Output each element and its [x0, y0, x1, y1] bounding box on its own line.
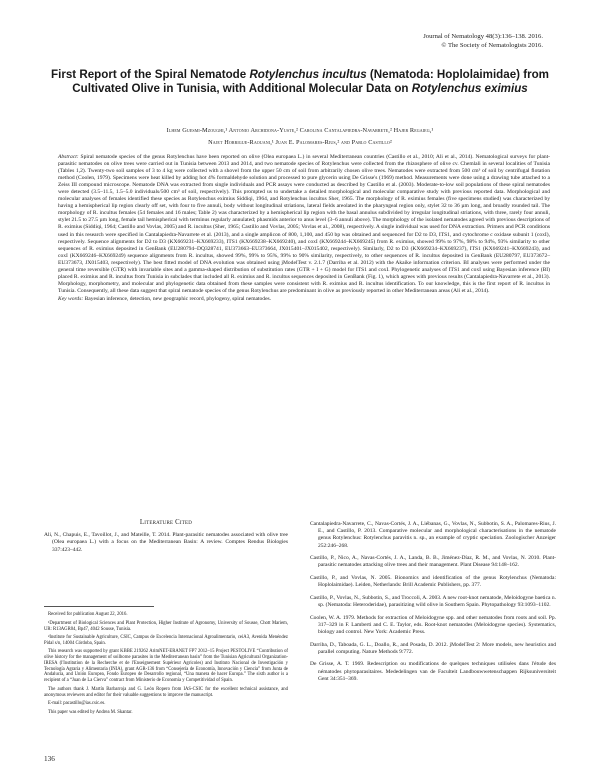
- abstract-body: [58, 154, 550, 295]
- keywords-label: Key words:: [58, 295, 84, 302]
- article-title: [46, 68, 554, 95]
- footnote-divider: [44, 606, 154, 607]
- reference-entry: De Grisse, A. T. 1969. Redescription ou modifications de quelques techniques utilisées dans l'étude des nématodes phytoparasitaires. Mededelingen van de Faculteit Landbouwwetenschappen Rijksuniversiteit Gent 34:351–369.: [310, 661, 556, 682]
- author-list: [46, 125, 554, 149]
- title-species2: Rotylenchus eximius: [411, 81, 528, 95]
- reference-entry: Ali, N., Chapuis, E., Tavoillot, J., and Mateille, T. 2014. Plant-parasitic nematodes associated with olive tree (Olea europaea L.) with a focus on the Mediterranean Basin: A review. Comptes Rendus Biologies 337:423–442.: [44, 532, 288, 553]
- reference-entry: Castillo, P., Nico, A., Navas-Cortés, J. A., Landa, B. B., Jiménez-Díaz, R. M., and Vovlas, N. 2010. Plant-parasitic nematodes attacking olive trees and their management. Plant Disease 94:148–162.: [310, 555, 556, 569]
- footnote-affiliation-2: ²Institute for Sustainable Agriculture, CSIC, Campus de Excelencia Internacional Agroalimentario, ceiA3, Avenida Menéndez Pidal s/n, 14004 Córdoba, Spain.: [44, 635, 288, 646]
- abstract: [58, 154, 550, 303]
- copyright-line: © The Society of Nematologists 2016.: [441, 41, 543, 49]
- footnote-email: E-mail: pacastillo@ias.csic.es.: [48, 701, 106, 707]
- authors-line1: Ilhem Guesmi-Mzoughi,¹ Antonio Archidona-Yuste,² Carolina Cantalapiedra-Navarrete,² Hajer Regaieg,¹: [166, 127, 434, 134]
- reference-entry: Cantalapiedra-Navarrete, C., Navas-Cortés, J. A., Liébanas, G., Vovlas, N., Subbotin, S. A., Palomares-Rius, J. E., and Castillo, P. 2013. Comparative molecular and morphological characterisations in the nematode genus Rotylenchus: Rotylenchus paravitis n. sp., an example of cryptic speciation. Zoologischer Anzeiger 252:246–268.: [310, 521, 556, 549]
- title-part1: First Report of the Spiral Nematode: [51, 68, 250, 81]
- keywords-text: Bayesian inference, detection, new geographic record, phylogeny, spiral nematodes.: [83, 295, 272, 302]
- abstract-label: Abstract:: [58, 154, 79, 160]
- left-column: [44, 519, 288, 718]
- reference-entry: Coolen, W. A. 1979. Methods for extraction of Meloidogyne spp. and other nematodes from roots and soil. Pp. 317–329 in F. Lamberti and C. E. Taylor, eds. Root-knot nematodes (Meloidogyne species). Systematics, biology and control. New York: Academic Press.: [310, 614, 556, 635]
- journal-citation: Journal of Nematology 48(3):136–138. 2016.: [423, 33, 543, 40]
- footnote-affiliation-1: ¹Department of Biological Sciences and Plant Protection, Higher Institute of Agronomy, University of Sousse, Chott Mariem, UR: R13AGR04, Bp47, 4042 Sousse, Tunisia.: [44, 620, 288, 632]
- literature-cited-heading: Literature Cited: [139, 519, 193, 526]
- footnote-received: Received for publication August 22, 2016.: [48, 612, 128, 618]
- footnote-editor: This paper was edited by Andrea M. Skantar.: [48, 709, 133, 715]
- keywords: [58, 296, 550, 303]
- abstract-text: Spiral nematode species of the genus Rotylenchus have been reported on olive (Olea europaea L.) in several Mediterranean countries (Castillo et al., 2010; Ali et al., 2014). Nematological surveys for plant-parasitic nematodes on olive trees were carried out in Tunisia between 2013 and 2014, and two nematode species of Rotylenchus were collected from the rhizosphere of olive cv. Chemlali in several localities of Tunisia (Tables 1,2). Twenty-two soil samples of 3 to 4 kg were collected with a shovel from the upper 50 cm of soil from arbitrarily chosen olive trees. Nematodes were extracted from 500 cm³ of soil by centrifugal flotation method (Coolen, 1979). Specimens were heat killed by adding hot 4% formaldehyde solution and processed to pure glycerin using De Grisse's (1969) method. Measurements were done using a drawing tube attached to a Zeiss III compound microscope. Nematode DNA was extracted from single individuals and PCR assays were conducted as described by Castillo et al. (2003). Moderate-to-low soil populations of these spiral nematodes were detected (3.5–11.5, 1.5–5.0 individuals/500 cm³ of soil, respectively). This prompted us to undertake a detailed morphological and molecular comparative study with previous reported data. Morphological and molecular analyses of females identified these species as Rotylenchus eximius Siddiqi, 1964, and Rotylenchus incultus Sher, 1965. The morphology of R. eximius females (five specimens studied) was characterized by having a hemispherical lip region clearly off set, with four to five annuli, body without longitudinal striations, lateral fields areolated in the pharyngeal region only, stylet 32 to 36 µm long, and broadly rounded tail. The morphology of R. incultus females (54 females and 16 males; Table 2) was characterized by a hemispherical lip region with the basal annulus subdivided by irregular longitudinal striations, with three, rarely four annuli, stylet 21.5 to 27.5 µm long, female tail hemispherical with terminus regularly annulated; phasmids anterior to anus level (3–6 annuli above). The morphology of the isolated nematodes agreed with previous descriptions of R. eximius (Siddiqi, 1964; Castillo and Vovlas, 2005) and R. incultus (Sher, 1965; Castillo and Vovlas, 2005; Vovlas et al., 2008), respectively. A single individual was used for DNA extraction. Primers and PCR conditions used in this research were specified in Cantalapiedra-Navarrete et al. (2013), and a single amplicon of 800, 1,100, and 450 bp was obtained and sequenced for D2 to D3, ITS1, and cytochrome c oxidase subunit 1 (coxI), respectively. Sequence alignments for D2 to D3 (KX669231–KX669233), ITS1 (KX669238–KX669240), and coxI (KX669244–KX669245) from R. eximius, showed 99% to 97%, 98% to 94%, 93% similarity to other sequences of R. eximius deposited in GenBank (EU280794–DQ328741, EU373663–EU373664, JX015401–JX015402, respectively). Similarly, D2 to D3 (KX669234–KX669237), ITS1 (KX669241–KX669243), and coxI (KX669246–KX669249) sequence alignments from R. incultus, showed 99%, 99% to 95%, 99% to 90% similarity, respectively, to other sequences of R. incultus deposited in GenBank (EU280797, EU373672–EU373673, JX015403, respectively). The best fitted model of DNA evolution was obtained using jModelTest v. 2.1.7 (Darriba et al. 2012) with the Akaike information criterion. BI analyses were performed under the general time reversible (GTR) with invariable sites and a gamma-shaped distribution of substitution rates (GTR + I + G) model for ITS1 and coxI. Phylogenetic analyses of ITS1 and coxI using Bayesian inference (BI) placed R. eximius and R. incultus from Tunisia in subclades that included all R. eximius and R. incultus sequences deposited in GenBank (Fig. 1), which agrees with previous results (Cantalapiedra-Navarrete et al., 2013). Morphology, morphometry, and molecular and phylogenetic data obtained from these samples were consistent with R. eximius and R. incultus identification. To our knowledge, this is the first report of R. incultus in Tunisia. Consequently, all these data suggest that spiral nematode species of the genus Rotylenchus are predominant in olive as previously reported in other Mediterranean areas (Ali et al., 2014).: [58, 154, 550, 294]
- right-column: [310, 521, 556, 688]
- reference-entry: Castillo, P., and Vovlas, N. 2005. Bionomics and identification of the genus Rotylenchus (Nematoda: Hoplolaimidae). Leiden, Netherlands: Brill Academic Publishers, pp. 377.: [310, 575, 556, 589]
- footnote-funding: This research was supported by grant KBBE 219262 ArimNET-ERANET FP7 2012–15 Project PESTOLIVE “Contribution of olive history for the management of soilborne parasites in the Mediterranean basin” from the Tunisian Agricultural Organization-IRESA (l'Institution de la Recherche et de l'Enseignement Supérieur Agricoles) and Instituto Nacional de Investigación y Tecnología Agraria y Alimentaria (INIA), grant AGR-136 from “Consejería de Economía, Innovación y Ciencia” from Junta de Andalucía, and Unión Europea, Fondo Europeo de Desarrollo regional, “Una manera de hacer Europa.” The sixth author is a recipient of a “Juan de La Cierva” contract from Ministerio de Economía y Competitividad of Spain.: [44, 649, 288, 684]
- title-species: Rotylenchus incultus: [249, 68, 367, 81]
- title-part2: (Nematoda: Hoplolaimidae) from Cultivated Olive in Tunisia, with Additional Molecular Data on: [72, 68, 549, 95]
- footnote-acknowledgments: The authors thank J. Martín Barbarroja and G. León Ropero from IAS-CSIC for the excellent technical assistance, and anonymous reviewers and editor for their valuable suggestions to improve the manuscript.: [44, 686, 288, 698]
- authors-line2: Najet Horrigue-Raouani,¹ Juan E. Palomares-Rius,² and Pablo Castillo²: [208, 139, 392, 146]
- reference-entry: Castillo, P., Vovlas, N., Subbotin, S., and Troccoli, A. 2003. A new root-knot nematode, Meloidogyne baetica n. sp. (Nematoda: Heteroderidae), parasitizing wild olive in Southern Spain. Phytopathology 93:1093–1102.: [310, 594, 556, 608]
- footnotes: [44, 612, 288, 715]
- journal-header: [423, 33, 543, 50]
- page-number: 136: [44, 755, 55, 763]
- reference-entry: Darriba, D., Taboada, G. L., Doallo, R., and Posada, D. 2012. jModelTest 2: More models, new heuristics and parallel computing. Nature Methods 9:772.: [310, 641, 556, 655]
